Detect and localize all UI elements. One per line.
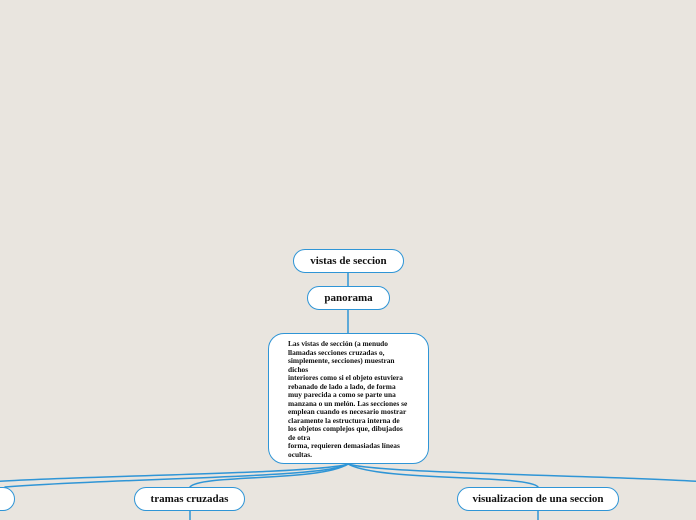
connector-to-far-right bbox=[348, 464, 696, 482]
description-node[interactable]: Las vistas de sección (a menudo llamadas secciones cruzadas o, simplemente, secciones) muestran dichos interiores como si el objeto estuviera rebanado de lado a lado, de forma muy parecida a como se parte una manzana o un melón. Las secciones se emplean cuando es necesario mostrar claramente la estructura interna de los objetos complejos que, dibujados de otra forma, requieren demasiadas líneas ocultas. bbox=[268, 333, 429, 464]
branch-node-tramas-cruzadas[interactable]: tramas cruzadas bbox=[134, 487, 245, 511]
root-node-vistas-de-seccion[interactable]: vistas de seccion bbox=[293, 249, 404, 273]
branch-node-visualizacion-de-una-seccion[interactable]: visualizacion de una seccion bbox=[457, 487, 619, 511]
node-panorama[interactable]: panorama bbox=[307, 286, 390, 310]
